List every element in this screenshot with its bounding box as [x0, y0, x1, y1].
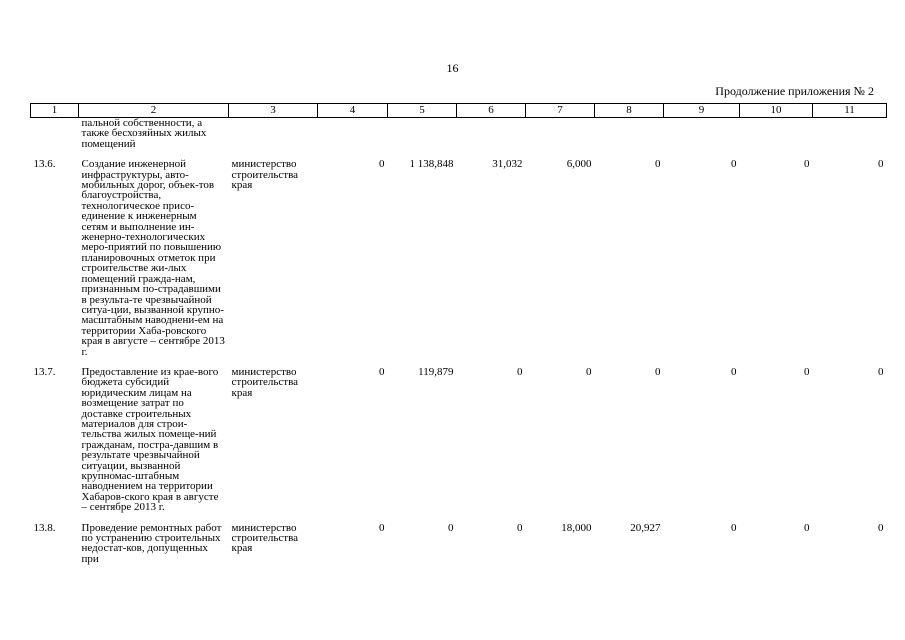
column-header: 8: [595, 104, 664, 118]
row-value: 0: [731, 521, 737, 534]
row-number: [31, 118, 79, 150]
continuation-label: Продолжение приложения № 2: [715, 84, 874, 98]
column-header: 11: [813, 104, 887, 118]
row-description: Предоставление из крае-вого бюджета субсидий юридическим лицам на возмещение затрат по доставке строительных материалов для строи-тельства жилых помеще-ний гражданам, постра-давшим в результате чрезвычайной ситуации, вызванной крупномас-штабным наводнением на территории Хабаров-ского края в августе – сентябре 2013 г.: [81, 365, 219, 514]
table-row: [31, 118, 887, 150]
row-value: 0: [517, 365, 523, 378]
row-value: 0: [655, 158, 661, 171]
row-value: 0: [804, 521, 810, 534]
page-number: 16: [446, 61, 459, 75]
row-executor: министерство строительства края: [231, 365, 299, 399]
row-description: пальной собственности, а также бесхозяйных жилых помещений: [81, 117, 207, 150]
row-value: 0: [731, 158, 737, 171]
table-row: [31, 149, 887, 357]
row-value: 0: [804, 365, 810, 378]
row-description: Создание инженерной инфраструктуры, авто-мобильных дорог, объек-тов благоустройства, технологическое присо-единение к инженерным сетям и выполнение ин-женерно-технологических меро-приятий по повышению планировочных отметок при строительстве жи-лых помещений гражда-нам, признанным по-страдавшими в результа-те чрезвычайной ситуа-ции, вызванной крупно-масштабным наводнени-ем на территории Хаба-ровского края в августе – сентябре 2013 г.: [81, 158, 225, 358]
row-description: Проведение ремонтных работ по устранению строительных недостат-ков, допущенных при: [81, 521, 222, 565]
row-value: 0: [379, 365, 385, 378]
column-header: 2: [79, 104, 229, 118]
column-header: 10: [740, 104, 813, 118]
row-value: 119,879: [418, 365, 454, 378]
row-value: 1 138,848: [409, 158, 454, 171]
row-value: 0: [586, 365, 592, 378]
table-row: [31, 513, 887, 565]
column-header: 6: [457, 104, 526, 118]
column-header: 7: [526, 104, 595, 118]
row-number: 13.7.: [33, 365, 56, 378]
row-value: 20,927: [630, 521, 661, 534]
row-value: 0: [448, 521, 454, 534]
row-value: 0: [517, 521, 523, 534]
row-number: 13.6.: [33, 158, 56, 171]
column-number-row: [31, 104, 887, 118]
column-header: 5: [388, 104, 457, 118]
row-value: 0: [878, 521, 884, 534]
row-value: 0: [655, 365, 661, 378]
row-executor: министерство строительства края: [231, 158, 299, 192]
appendix-table: [30, 103, 887, 564]
row-value: 6,000: [566, 158, 592, 171]
row-value: 0: [878, 158, 884, 171]
row-value: 31,032: [492, 158, 523, 171]
row-value: 0: [804, 158, 810, 171]
column-header: 9: [664, 104, 740, 118]
row-value: 0: [731, 365, 737, 378]
row-number: 13.8.: [33, 521, 56, 534]
row-value: 0: [878, 365, 884, 378]
row-value: 0: [379, 158, 385, 171]
column-header: 3: [229, 104, 318, 118]
table-row: [31, 357, 887, 513]
row-executor: министерство строительства края: [231, 521, 299, 555]
row-value: 18,000: [561, 521, 592, 534]
column-header: 1: [31, 104, 79, 118]
row-value: 0: [379, 521, 385, 534]
column-header: 4: [318, 104, 388, 118]
